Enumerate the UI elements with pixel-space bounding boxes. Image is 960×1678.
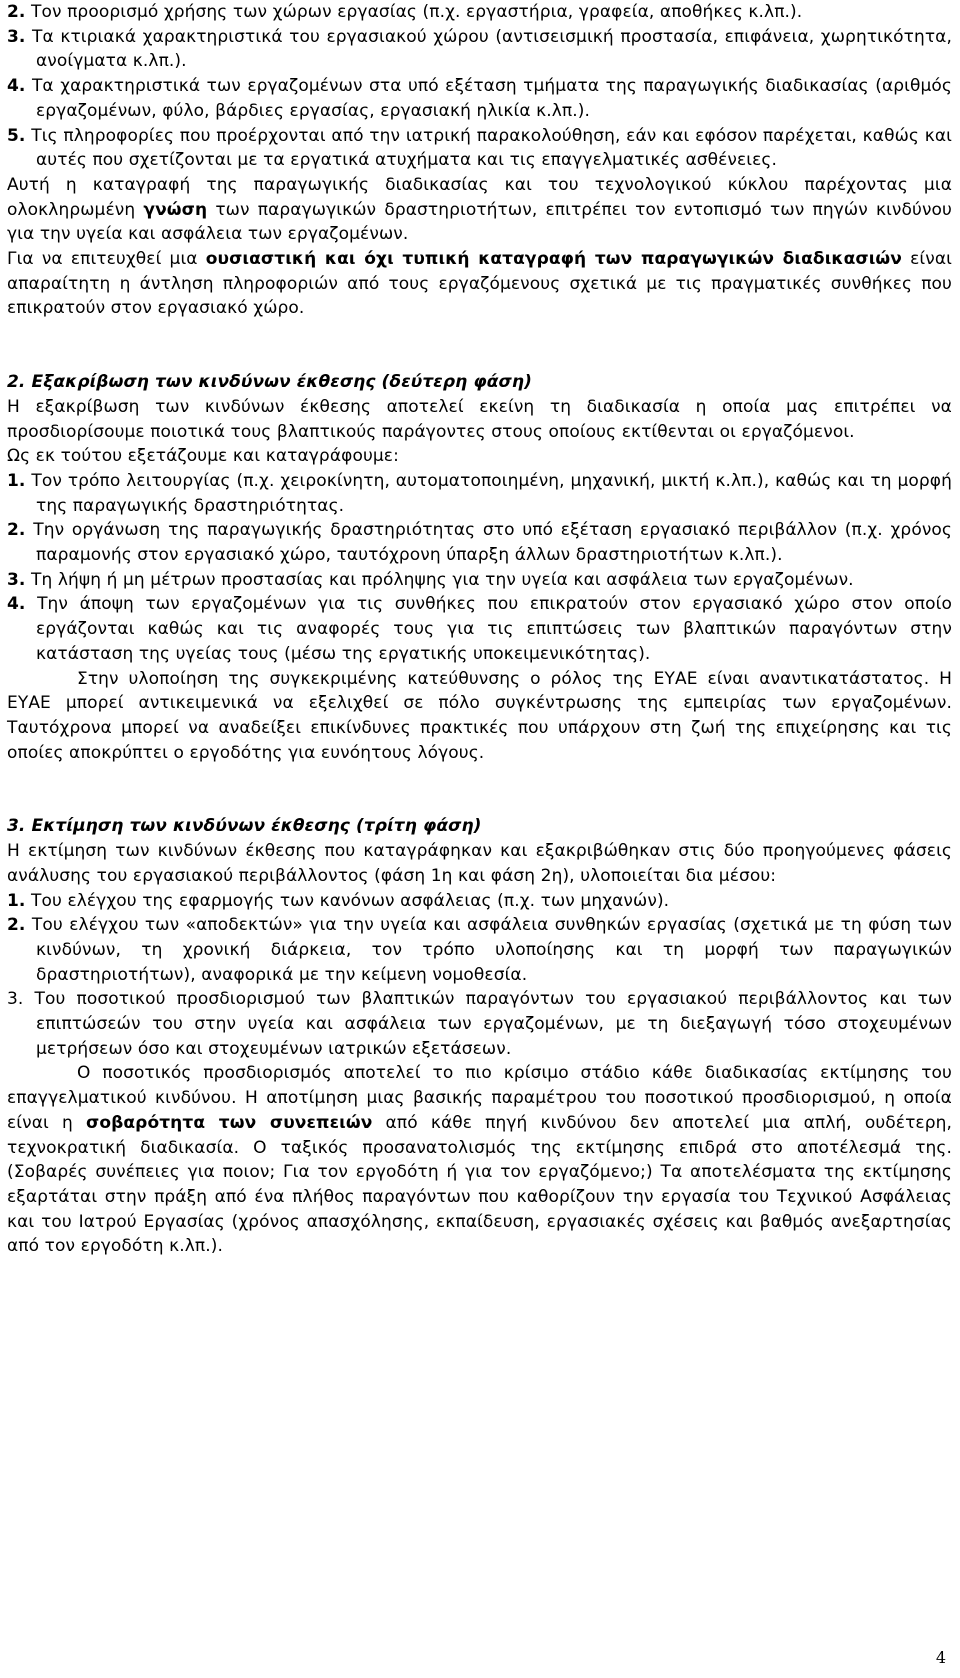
list-text: Τον προορισμό χρήσης των χώρων εργασίας (π.χ. εργαστήρια, γραφεία, αποθήκες κ.λπ.).: [31, 2, 803, 22]
paragraph: Ως εκ τούτου εξετάζουμε και καταγράφουμε:: [7, 446, 399, 467]
paragraph: Η εξακρίβωση των κινδύνων έκθεσης αποτελεί εκείνη τη διαδικασία η οποία μας επιτρέπει να προσδιορίσουμε ποιοτικά τους βλαπτικούς παράγοντες στους οποίους εκτίθενται οι εργαζόμενοι.: [7, 396, 952, 442]
list-number: 4.: [7, 594, 26, 615]
list-number: 5.: [7, 125, 26, 146]
list-item: [7, 469, 952, 518]
list-text: Του ελέγχου των «αποδεκτών» για την υγεία και ασφάλεια συνθηκών εργασίας (σχετικά με τη φύση των κινδύνων, τη χρονική διάρκεια, τον τρόπο υλοποίησης και τη μορφή των παραγωγικών δραστηριοτήτων), αναφορικά με την κείμενη νομοθεσία.: [31, 915, 952, 985]
paragraph: Στην υλοποίηση της συγκεκριμένης κατεύθυνσης ο ρόλος της ΕΥΑΕ είναι αναντικατάστατος. Η ΕΥΑΕ μπορεί αντικειμενικά να εξελιχθεί σε πόλο συγκέντρωσης της εμπειρίας των εργαζομένων. Ταυτόχρονα μπορεί να αναδείξει επικίνδυνες πρακτικές που υπάρχουν στη ζωή της επιχείρησης και τις οποίες αποκρύπτει ο εργοδότης για ευνόητους λόγους.: [7, 668, 952, 763]
paragraph-text: είναι απαραίτητη η άντληση πληροφοριών από τους εργαζόμενους σχετικά με τις πραγματικές συνθήκες που επικρατούν στον εργασιακό χώρο.: [7, 249, 952, 319]
list-text: Τη λήψη ή μη μέτρων προστασίας και πρόληψης για την υγεία και ασφάλεια των εργαζομένων.: [31, 569, 854, 590]
list-item: [7, 0, 952, 25]
list-text: Τα χαρακτηριστικά των εργαζομένων στα υπό εξέταση τμήματα της παραγωγικής διαδικασίας (αριθμός εργαζομένων, φύλο, βάρδιες εργασίας, εργασιακή ηλικία κ.λπ.).: [31, 76, 952, 121]
list-number: 2.: [7, 520, 26, 541]
list-text: Του ποσοτικού προσδιορισμού των βλαπτικών παραγόντων του εργασιακού περιβάλλοντος και των επιπτώσεών του στην υγεία και ασφάλεια των εργαζομένων, με τη διεξαγωγή τόσο στοχευμένων μετρήσεων όσο και στοχευμένων ιατρικών εξετάσεων.: [34, 989, 952, 1059]
list-item: [7, 913, 952, 987]
list-number: 3.: [7, 26, 26, 47]
list-text: Την άποψη των εργαζομένων για τις συνθήκες που επικρατούν στον εργασιακό χώρο στον οποίο εργάζονται καθώς και τις αναφορές τους για τις επιπτώσεις των βλαπτικών παραγόντων στην κατάσταση της υγείας τους (μέσω της εργατικής υποκειμενικότητας).: [36, 594, 952, 664]
page-number: 4: [935, 1648, 946, 1667]
paragraph: [7, 247, 952, 321]
list-item: [7, 592, 952, 666]
list-item: [7, 889, 952, 914]
list-item: [7, 568, 952, 593]
list-text: Την οργάνωση της παραγωγικής δραστηριότητας στο υπό εξέταση εργασιακό περιβάλλον (π.χ. χρόνος παραμονής στον εργασιακό χώρο, ταυτόχρονη ύπαρξη άλλων δραστηριοτήτων κ.λπ.).: [33, 520, 952, 566]
list-number: 1.: [7, 890, 26, 911]
paragraph: [7, 173, 952, 247]
list-item: [7, 124, 952, 173]
list-number: 1.: [7, 470, 26, 491]
paragraph-bold-text: ουσιαστική και όχι τυπική καταγραφή των παραγωγικών διαδικασιών: [205, 249, 902, 270]
list-number: 2.: [7, 915, 26, 936]
list-number: 2.: [7, 2, 26, 22]
list-number: 4.: [7, 76, 26, 97]
list-text: Τα κτιριακά χαρακτηριστικά του εργασιακού χώρου (αντισεισμική προστασία, επιφάνεια, χωρητικότητα, ανοίγματα κ.λπ.).: [32, 26, 952, 72]
list-text: Τις πληροφορίες που προέρχονται από την ιατρική παρακολούθηση, εάν και εφόσον παρέχεται, καθώς και αυτές που σχετίζονται με τα εργατικά ατυχήματα και τις επαγγελματικές ασθένειες.: [31, 125, 952, 171]
list-item: [7, 74, 952, 123]
paragraph: [7, 1061, 952, 1259]
paragraph-bold-text: γνώση: [143, 199, 208, 220]
list-number: 3.: [7, 569, 26, 590]
paragraph-text: Ο ποσοτικός προσδιορισμός αποτελεί το πιο κρίσιμο στάδιο κάθε διαδικασίας εκτίμησης του επαγγελματικού κινδύνου. Η αποτίμηση μιας βασικής παραμέτρου του ποσοτικού προσδιορισμού, η οποία είναι η: [7, 1063, 952, 1133]
paragraph-text: από κάθε πηγή κινδύνου δεν αποτελεί μια απλή, ουδέτερη, τεχνοκρατική διαδικασία. Ο ταξικός προσανατολισμός της εκτίμησης επιδρά στο αποτέλεσμά της. (Σοβαρές συνέπειες για ποιον; Για τον εργοδότη ή για τον εργαζόμενο;) Τα αποτελέσματα της εκτίμησης εξαρτάται στην πράξη από ένα πλήθος παραγόντων που καθορίζουν την εργασία του Τεχνικού Ασφάλειας και του Ιατρού Εργασίας (χρόνος απασχόλησης, εκπαίδευση, εργασιακές σχέσεις και βαθμός ανεξαρτησίας από τον εργοδότη κ.λπ.).: [7, 1112, 952, 1257]
list-number: 3.: [7, 989, 24, 1010]
list-item: [7, 25, 952, 74]
paragraph-text: Για να επιτευχθεί μια: [7, 249, 206, 270]
paragraph-text: των παραγωγικών δραστηριοτήτων, επιτρέπει τον εντοπισμό των πηγών κινδύνου για την υγεία και ασφάλεια των εργαζομένων.: [7, 199, 952, 245]
list-item: [7, 987, 952, 1061]
list-text: Του ελέγχου της εφαρμογής των κανόνων ασφάλειας (π.χ. των μηχανών).: [31, 890, 670, 911]
section-heading: 2. Εξακρίβωση των κινδύνων έκθεσης (δεύτερη φάση): [7, 372, 532, 393]
spacer: [7, 321, 952, 370]
list-text: Τον τρόπο λειτουργίας (π.χ. χειροκίνητη, αυτοματοποιημένη, μηχανική, μικτή κ.λπ.), καθώς και τη μορφή της παραγωγικής δραστηριότητας.: [31, 470, 952, 516]
paragraph-text: Αυτή η καταγραφή της παραγωγικής διαδικασίας και του τεχνολογικού κύκλου παρέχοντας μια ολοκληρωμένη: [7, 174, 952, 220]
list-item: [7, 518, 952, 567]
paragraph: Η εκτίμηση των κινδύνων έκθεσης που καταγράφηκαν και εξακριβώθηκαν στις δύο προηγούμενες φάσεις ανάλυσης του εργασιακού περιβάλλοντος (φάση 1η και φάση 2η), υλοποιείται δια μέσου:: [7, 841, 952, 886]
spacer: [7, 765, 952, 814]
section-heading: 3. Εκτίμηση των κινδύνων έκθεσης (τρίτη φάση): [7, 816, 482, 837]
paragraph-bold-text: σοβαρότητα των συνεπειών: [86, 1112, 373, 1133]
